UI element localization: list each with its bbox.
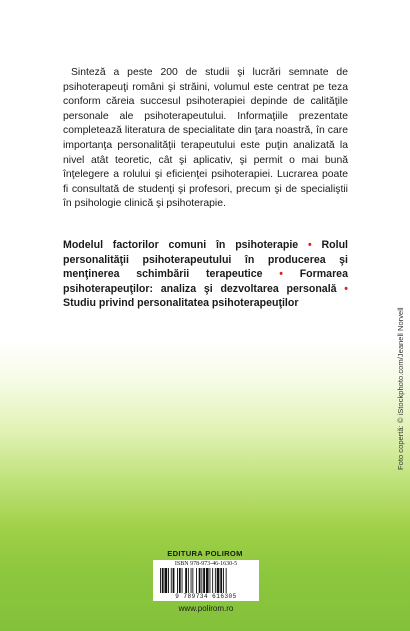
barcode-bar [206,568,209,593]
barcode-bar [226,568,227,593]
barcode-icon [159,568,253,593]
bullet-separator: • [344,282,348,295]
barcode-bar [217,568,220,593]
publisher-website: www.polirom.ro [178,604,234,613]
barcode-bar [192,568,193,593]
barcode-bar [188,568,189,593]
barcode-bar [160,568,161,593]
contents-item-3: Formarea psihoterapeuţilor: analiza şi dezvoltarea personală [63,268,348,295]
isbn-label: ISBN 978-973-46-1630-5 [174,561,238,567]
bullet-separator: • [307,239,312,251]
barcode-number: 9 789734 616305 [175,593,237,600]
barcode-bar [177,568,178,593]
barcode-bar [223,568,224,593]
contents-item-2: Rolul personalităţii psihoterapeutului în producerea şi menţinerea schimbării terapeutice [63,239,348,281]
contents-list [63,238,348,311]
barcode-bar [199,568,201,593]
barcode-bar [182,568,183,593]
barcode-bar [215,568,216,593]
bullet-separator: • [279,268,283,281]
barcode-bar [203,568,205,593]
publisher-name: EDITURA POLIROM [167,549,243,558]
photo-credit: Foto copertă: © iStockphoto.com/Jeanell Norvell [396,307,405,470]
contents-item-1: Modelul factorilor comuni în psihoterapie [63,239,299,251]
barcode-bar [165,568,168,593]
barcode-bar [191,568,192,593]
barcode-bar [168,568,169,593]
barcode-bar [179,568,181,593]
barcode-bar [173,568,175,593]
barcode-panel [153,560,259,601]
barcode-bar [162,568,164,593]
contents-item-4: Studiu privind personalitatea psihoterapeuţilor [63,297,299,310]
barcode-bar [171,568,172,593]
barcode-bar [185,568,187,593]
barcode-bar [210,568,211,593]
book-description: Sinteză a peste 200 de studii şi lucrări semnate de psihoterapeuţi români şi străini, volumul este centrat pe teza conform căreia succesul psihoterapiei depinde de calităţile personale ale psihoterapeutului. Informaţiile prezentate completează literatura de specialitate din ţara noastră, în care importanţa personalităţii terapeutului este puţin analizată la nivel atât teoretic, cât şi aplicativ, şi permit o mai bună înţelegere a rolului şi eficienţei psihoterapiei. Lucrarea poate fi consultată de studenţi şi profesori, precum şi de specialiştii în psihologie clinică şi psihoterapie. [63,67,348,210]
barcode-bar [220,568,222,593]
barcode-bar [212,568,213,593]
barcode-bar [201,568,202,593]
barcode-bar [196,568,197,593]
